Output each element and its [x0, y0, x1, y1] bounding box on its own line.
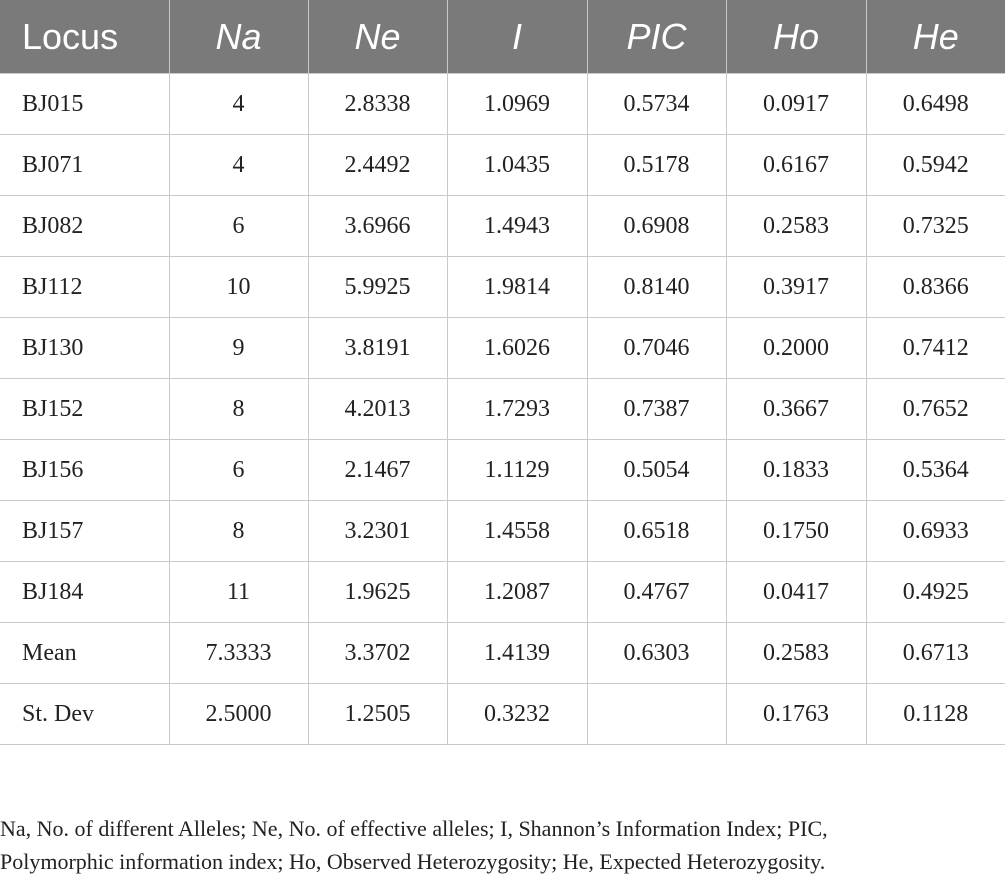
cell-i: 1.6026: [447, 318, 587, 379]
table-row: [0, 74, 1005, 135]
table-row-stdev: [0, 684, 1005, 745]
cell-pic: 0.5178: [587, 135, 726, 196]
cell-ne: 4.2013: [308, 379, 447, 440]
cell-locus: St. Dev: [0, 684, 169, 745]
header-pic: PIC: [587, 0, 726, 74]
cell-na: 9: [169, 318, 308, 379]
cell-ho: 0.2583: [726, 623, 866, 684]
cell-ne: 3.8191: [308, 318, 447, 379]
header-locus: Locus: [0, 0, 169, 74]
cell-locus: BJ015: [0, 74, 169, 135]
cell-ne: 2.1467: [308, 440, 447, 501]
table-row: [0, 562, 1005, 623]
cell-ne: 3.3702: [308, 623, 447, 684]
cell-ho: 0.0917: [726, 74, 866, 135]
cell-ho: 0.6167: [726, 135, 866, 196]
cell-i: 0.3232: [447, 684, 587, 745]
cell-na: 4: [169, 74, 308, 135]
header-ho: Ho: [726, 0, 866, 74]
cell-he: 0.7325: [866, 196, 1005, 257]
cell-i: 1.4139: [447, 623, 587, 684]
cell-na: 8: [169, 379, 308, 440]
cell-na: 6: [169, 196, 308, 257]
cell-pic: 0.7387: [587, 379, 726, 440]
cell-i: 1.7293: [447, 379, 587, 440]
cell-i: 1.9814: [447, 257, 587, 318]
cell-ho: 0.0417: [726, 562, 866, 623]
cell-he: 0.1128: [866, 684, 1005, 745]
header-row: [0, 0, 1005, 74]
cell-pic: 0.4767: [587, 562, 726, 623]
cell-locus: BJ112: [0, 257, 169, 318]
header-i: I: [447, 0, 587, 74]
cell-he: 0.6713: [866, 623, 1005, 684]
header-ne: Ne: [308, 0, 447, 74]
cell-pic: 0.7046: [587, 318, 726, 379]
cell-na: 2.5000: [169, 684, 308, 745]
cell-locus: BJ184: [0, 562, 169, 623]
table-row: [0, 501, 1005, 562]
header-he: He: [866, 0, 1005, 74]
cell-he: 0.6498: [866, 74, 1005, 135]
cell-ho: 0.2583: [726, 196, 866, 257]
cell-pic: 0.6518: [587, 501, 726, 562]
cell-na: 4: [169, 135, 308, 196]
cell-pic: 0.8140: [587, 257, 726, 318]
cell-pic: [587, 684, 726, 745]
table-row: [0, 135, 1005, 196]
cell-ne: 1.9625: [308, 562, 447, 623]
cell-ne: 2.8338: [308, 74, 447, 135]
table-body: [0, 74, 1005, 745]
cell-he: 0.4925: [866, 562, 1005, 623]
cell-locus: BJ082: [0, 196, 169, 257]
cell-ne: 2.4492: [308, 135, 447, 196]
cell-i: 1.4943: [447, 196, 587, 257]
cell-locus: BJ157: [0, 501, 169, 562]
table-header: [0, 0, 1005, 74]
table-row: [0, 440, 1005, 501]
cell-locus: BJ152: [0, 379, 169, 440]
table-footnote: [0, 812, 1005, 878]
cell-he: 0.8366: [866, 257, 1005, 318]
table-row: [0, 318, 1005, 379]
cell-ho: 0.1750: [726, 501, 866, 562]
cell-ne: 1.2505: [308, 684, 447, 745]
cell-pic: 0.6303: [587, 623, 726, 684]
footnote-line-1: Na, No. of different Alleles; Ne, No. of effective alleles; I, Shannon’s Information Index; PIC,: [0, 816, 828, 841]
cell-na: 8: [169, 501, 308, 562]
cell-pic: 0.6908: [587, 196, 726, 257]
table-row-mean: [0, 623, 1005, 684]
cell-he: 0.5942: [866, 135, 1005, 196]
table-row: [0, 257, 1005, 318]
cell-i: 1.2087: [447, 562, 587, 623]
cell-ne: 3.2301: [308, 501, 447, 562]
cell-na: 11: [169, 562, 308, 623]
table-row: [0, 196, 1005, 257]
cell-ne: 5.9925: [308, 257, 447, 318]
cell-locus: BJ156: [0, 440, 169, 501]
cell-na: 7.3333: [169, 623, 308, 684]
cell-he: 0.7412: [866, 318, 1005, 379]
cell-i: 1.4558: [447, 501, 587, 562]
cell-na: 10: [169, 257, 308, 318]
cell-he: 0.5364: [866, 440, 1005, 501]
cell-ne: 3.6966: [308, 196, 447, 257]
cell-ho: 0.2000: [726, 318, 866, 379]
cell-na: 6: [169, 440, 308, 501]
cell-i: 1.0435: [447, 135, 587, 196]
footnote-line-2: Polymorphic information index; Ho, Observed Heterozygosity; He, Expected Heterozygosity.: [0, 849, 826, 874]
cell-pic: 0.5734: [587, 74, 726, 135]
cell-locus: Mean: [0, 623, 169, 684]
table-row: [0, 379, 1005, 440]
cell-ho: 0.1833: [726, 440, 866, 501]
cell-ho: 0.3667: [726, 379, 866, 440]
cell-ho: 0.3917: [726, 257, 866, 318]
cell-ho: 0.1763: [726, 684, 866, 745]
cell-he: 0.6933: [866, 501, 1005, 562]
cell-i: 1.1129: [447, 440, 587, 501]
header-na: Na: [169, 0, 308, 74]
cell-locus: BJ071: [0, 135, 169, 196]
cell-he: 0.7652: [866, 379, 1005, 440]
cell-pic: 0.5054: [587, 440, 726, 501]
cell-i: 1.0969: [447, 74, 587, 135]
cell-locus: BJ130: [0, 318, 169, 379]
